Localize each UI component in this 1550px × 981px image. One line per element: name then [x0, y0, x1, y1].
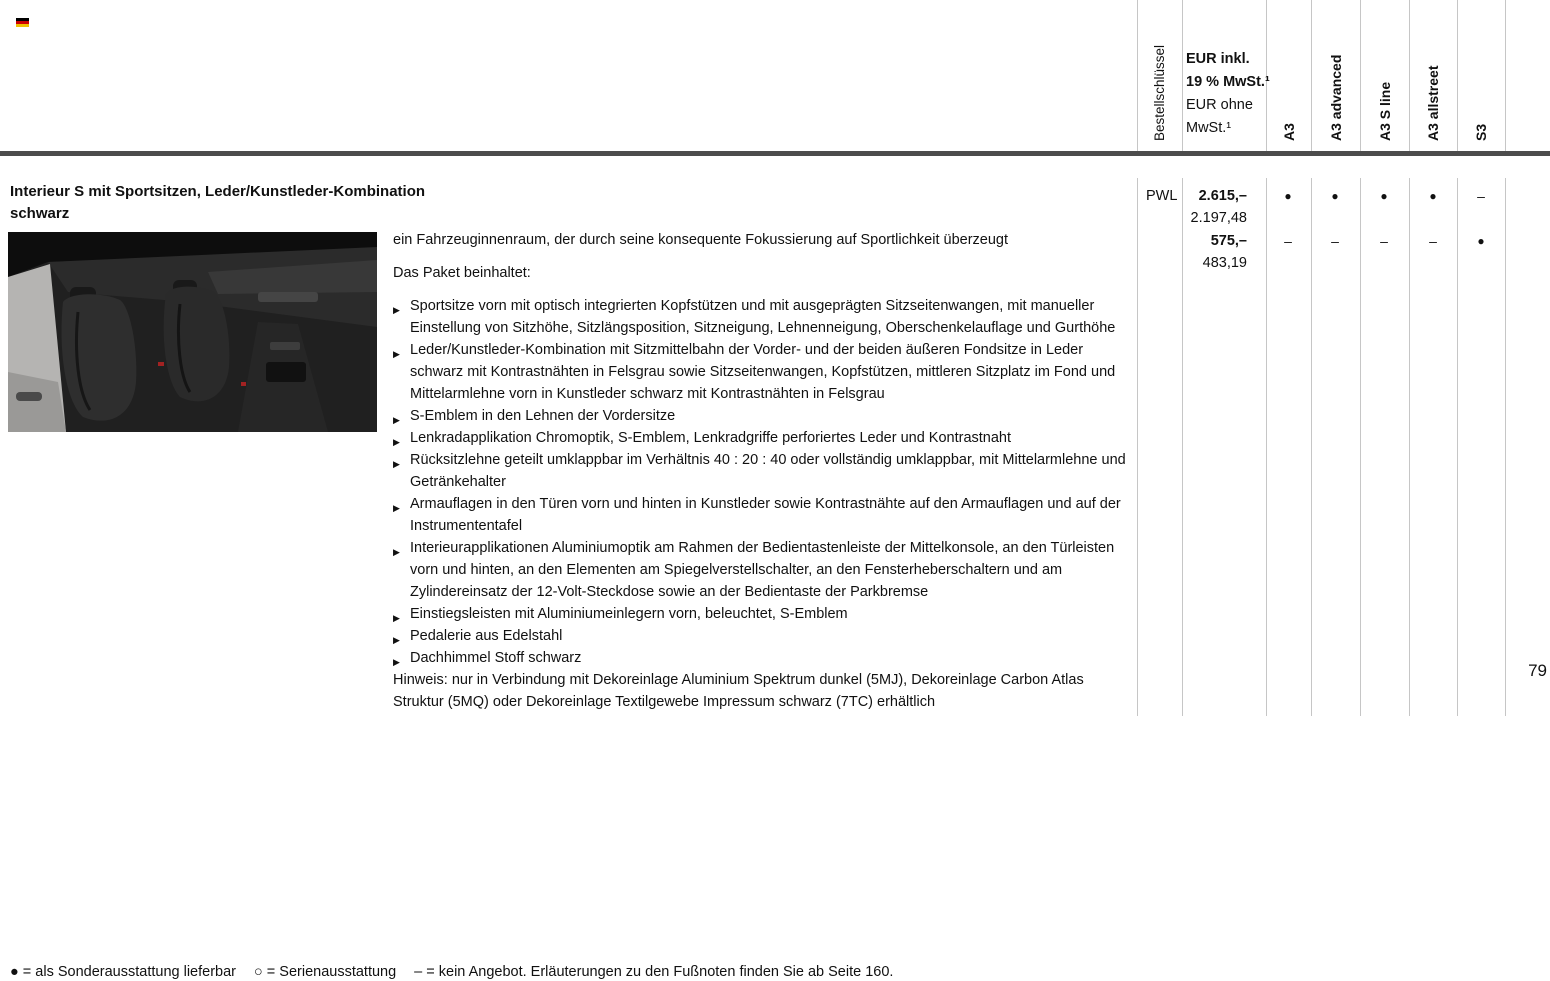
triangle-bullet-icon: ▶	[393, 459, 400, 469]
package-bullet	[393, 603, 1130, 625]
package-bullet	[393, 295, 1130, 339]
column-header-s3: S3	[1473, 123, 1489, 141]
availability-mark-s3: –	[1477, 188, 1485, 204]
availability-mark-a3: ●	[1284, 189, 1292, 203]
item-intro: ein Fahrzeuginnenraum, der durch seine konsequente Fokussierung auf Sportlichkeit überzeugt	[393, 232, 1009, 248]
triangle-bullet-icon: ▶	[393, 437, 400, 447]
availability-mark-a3-s-line: –	[1380, 233, 1388, 249]
availability-mark-a3-advanced: –	[1331, 233, 1339, 249]
bullet-text: Lenkradapplikation Chromoptik, S-Emblem, Lenkradgriffe perforiertes Leder und Kontrastnaht	[410, 430, 1012, 446]
column-divider	[1457, 178, 1458, 716]
column-header-a3: A3	[1281, 123, 1297, 141]
legend-no-offer: – = kein Angebot. Erläuterungen zu den Fußnoten finden Sie ab Seite 160.	[414, 964, 894, 980]
price-net-2: 483,19	[1202, 255, 1247, 271]
column-divider	[1457, 0, 1458, 151]
column-header-a3-s-line: A3 S line	[1377, 81, 1393, 141]
item-note: Hinweis: nur in Verbindung mit Dekoreinlage Aluminium Spektrum dunkel (5MJ), Dekoreinlage Carbon Atlas Struktur (5MQ) oder Dekoreinlage Textilgewebe Impressum schwarz (7TC) erhältlich	[393, 672, 1084, 710]
item-title	[10, 181, 425, 225]
availability-mark-a3-allstreet: –	[1429, 233, 1437, 249]
bullet-text: Interieurapplikationen Aluminiumoptik am Rahmen der Bedientastenleiste der Mittelkonsole, an den Türleisten vorn und hinten, an den Elementen am Spiegelverstellschalter, an den Fensterheberschaltern und am Zylindereinsatz der 12-Volt-Steckdose sowie an der Bedientaste der Parkbremse	[410, 540, 1115, 600]
triangle-bullet-icon: ▶	[393, 305, 400, 315]
bullet-text: Leder/Kunstleder-Kombination mit Sitzmittelbahn der Vorder- und der beiden äußeren Fondsitze in Leder schwarz mit Kontrastnähten in Felsgrau sowie Sitzseitenwangen, Kopfstützen, mittleren Sitzplatz im Fond und Mittelarmlehne vorn in Kunstleder schwarz mit Kontrastnähten in Felsgrau	[410, 342, 1116, 402]
bullet-text: Dachhimmel Stoff schwarz	[410, 650, 582, 666]
price-header-line: EUR inkl.	[1186, 51, 1250, 67]
legend-special-equipment: ● = als Sonderausstattung lieferbar	[10, 964, 236, 980]
package-bullet	[393, 427, 1130, 449]
column-header-a3-advanced: A3 advanced	[1328, 54, 1344, 141]
price-header-line: EUR ohne	[1186, 97, 1253, 113]
price-net-1: 2.197,48	[1190, 210, 1247, 226]
item-description	[393, 229, 1130, 713]
column-header-a3-allstreet: A3 allstreet	[1425, 65, 1441, 141]
column-divider	[1266, 178, 1267, 716]
bullet-text: S-Emblem in den Lehnen der Vordersitze	[410, 408, 676, 424]
bullet-text: Sportsitze vorn mit optisch integrierten Kopfstützen und mit ausgeprägten Sitzseitenwangen, mit manueller Einstellung von Sitzhöhe, Sitzlängsposition, Sitzneigung, Lehnenneigung, Oberschenkelauflage und Gurthöhe	[410, 298, 1116, 336]
column-divider	[1360, 178, 1361, 716]
column-header-price	[1186, 48, 1270, 140]
triangle-bullet-icon: ▶	[393, 657, 400, 667]
availability-mark-a3-s-line: ●	[1380, 189, 1388, 203]
column-header-bestellschluessel: Bestellschlüssel	[1152, 44, 1167, 141]
package-bullet-list	[393, 295, 1130, 669]
column-divider	[1505, 178, 1506, 716]
order-code: PWL	[1146, 188, 1178, 204]
bullet-text: Rücksitzlehne geteilt umklappbar im Verhältnis 40 : 20 : 40 oder vollständig umklappbar, mit Mittelarmlehne und Getränkehalter	[410, 452, 1126, 490]
triangle-bullet-icon: ▶	[393, 415, 400, 425]
price-header-line: MwSt.¹	[1186, 120, 1232, 136]
column-divider	[1505, 0, 1506, 151]
item-title-line1: Interieur S mit Sportsitzen, Leder/Kunstleder-Kombination	[10, 183, 426, 200]
triangle-bullet-icon: ▶	[393, 613, 400, 623]
page-number: 79	[1528, 661, 1547, 680]
column-divider	[1409, 0, 1410, 151]
column-divider	[1311, 0, 1312, 151]
triangle-bullet-icon: ▶	[393, 503, 400, 513]
package-bullet	[393, 647, 1130, 669]
price-header-line: 19 % MwSt.¹	[1186, 74, 1270, 90]
bullet-text: Pedalerie aus Edelstahl	[410, 628, 563, 644]
item-title-line2: schwarz	[10, 205, 70, 222]
package-bullet	[393, 339, 1130, 405]
package-bullet	[393, 537, 1130, 603]
triangle-bullet-icon: ▶	[393, 349, 400, 359]
column-divider	[1137, 0, 1138, 151]
legend-standard-equipment: ○ = Serienausstattung	[254, 964, 397, 980]
triangle-bullet-icon: ▶	[393, 635, 400, 645]
availability-mark-a3-advanced: ●	[1331, 189, 1339, 203]
price-gross-1: 2.615,–	[1198, 188, 1247, 204]
bullet-text: Einstiegsleisten mit Aluminiumeinlegern vorn, beleuchtet, S-Emblem	[410, 606, 848, 622]
interior-photo	[8, 232, 377, 432]
column-divider	[1182, 0, 1183, 151]
footer-legend	[10, 962, 893, 981]
availability-mark-s3: ●	[1477, 234, 1485, 248]
column-divider	[1137, 178, 1138, 716]
package-heading: Das Paket beinhaltet:	[393, 265, 531, 281]
package-bullet	[393, 625, 1130, 647]
package-bullet	[393, 405, 1130, 427]
column-divider	[1360, 0, 1361, 151]
bullet-text: Armauflagen in den Türen vorn und hinten in Kunstleder sowie Kontrastnähte auf den Armauflagen und auf der Instrumententafel	[410, 496, 1121, 534]
availability-mark-a3-allstreet: ●	[1429, 189, 1437, 203]
flag-icon	[16, 18, 29, 27]
package-bullet	[393, 493, 1130, 537]
price-gross-2: 575,–	[1210, 233, 1247, 249]
availability-mark-a3: –	[1284, 233, 1292, 249]
triangle-bullet-icon: ▶	[393, 547, 400, 557]
header-divider-rule	[0, 151, 1550, 156]
column-divider	[1311, 178, 1312, 716]
package-bullet	[393, 449, 1130, 493]
column-divider	[1409, 178, 1410, 716]
